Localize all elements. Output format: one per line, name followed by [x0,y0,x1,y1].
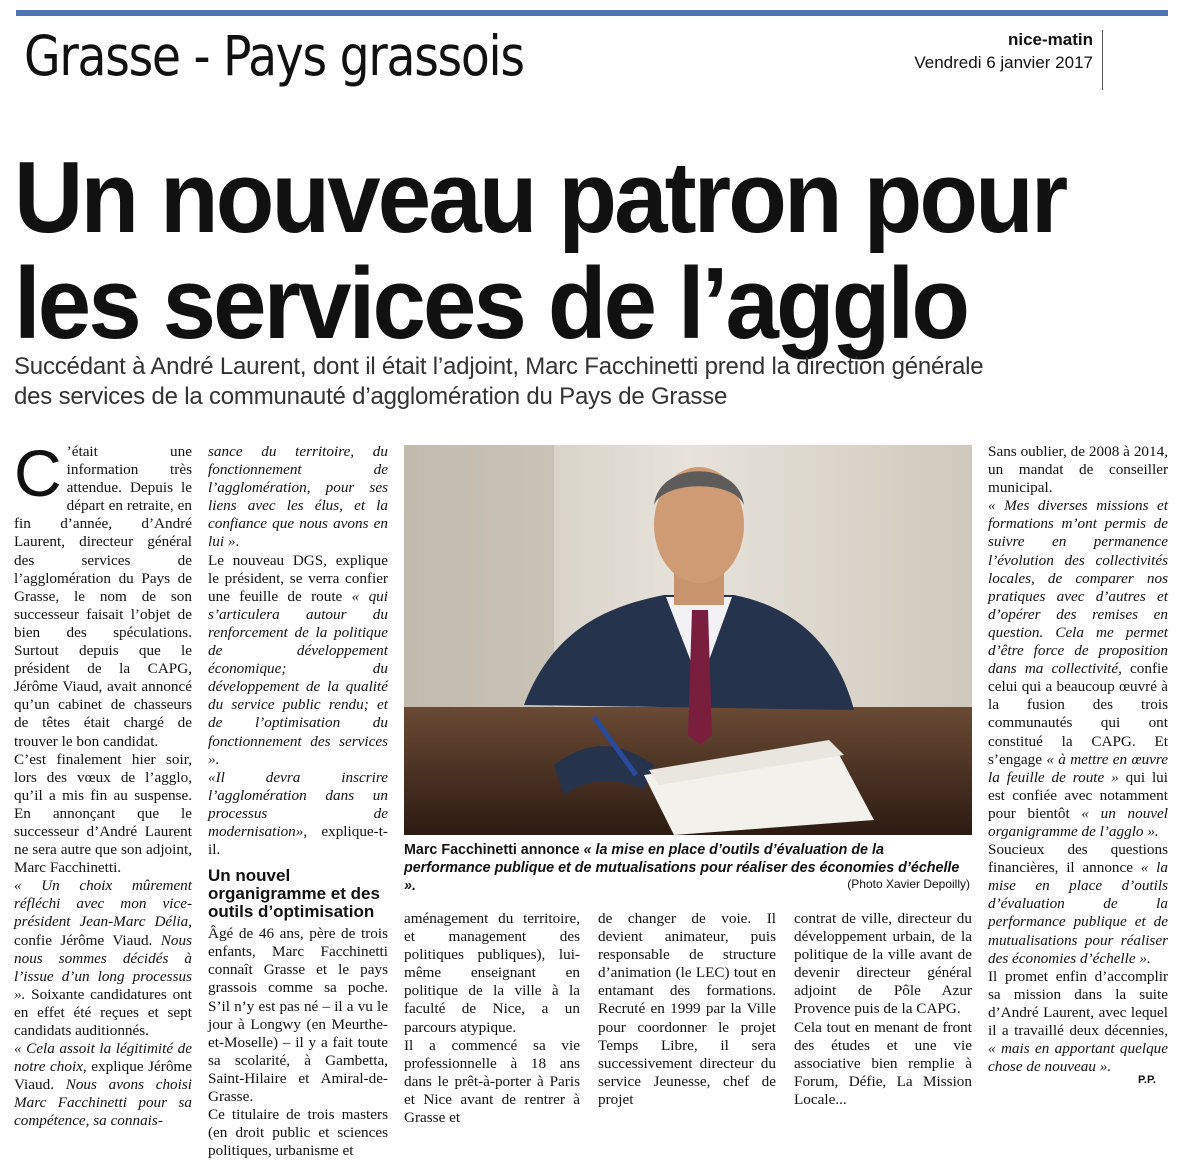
headline [14,142,1066,360]
standfirst-line-2: des services de la communauté d’agglomération du Pays de Grasse [14,383,728,410]
quote: « Mes diverses missions et formations m’ont permis de suivre en permanence l’évolution des collectivités locales, de comparer nos pratiques avec d’autres et d’opérer des remises en question. Cela me permet d’être force de proposition dans ma collectivité, [988,497,1168,678]
quote: « mais en apportant quelque chose de nouveau ». [988,1040,1168,1076]
paragraph: Âgé de 46 ans, père de trois enfants, Marc Facchinetti connaît Grasse et le pays grassois comme sa poche. S’il n’y est pas né – il a vu le jour à Longwy (en Meurthe-et-Moselle) – il y a fait toute sa scolarité, à Gambetta, Saint-Hilaire et Amiral-de-Grasse. [208,925,388,1105]
masthead [914,30,1093,74]
headline-line-1: Un nouveau patron pour [14,142,1066,254]
quote: « Un choix mûrement réfléchi avec mon vice-président Jean-Marc Délia, [14,877,192,931]
paragraph [208,769,388,859]
quote: Nous avons choisi Marc Facchinetti pour sa compétence, sa connais- [14,1076,192,1130]
paragraph [14,436,192,751]
caption-lead: Marc Facchinetti annonce [404,842,584,858]
masthead-rule [1102,30,1103,90]
text: ’était une information très attendue. Depuis le départ en retraite, en fin d’année, d’André Laurent, directeur général des services de l’agglomération du Pays de Grasse, le nom de son successeur faisait l’objet de bien des spéculations. Surtout depuis que le président de la CAPG, Jérôme Viaud, avait annoncé qu’un cabinet de chasseurs de têtes était chargé de trouver le bon candidat. [14,443,192,750]
quote: «Il devra inscrire l’agglomération dans un processus de modernisation» [208,768,388,840]
article-column-1 [14,436,192,1131]
article-column-5 [794,910,972,1109]
caption-quote: « la mise en place d’outils d’évaluation de la performance publique et de mutualisations pour réaliser des économies d’échelle ». [404,842,960,894]
text: confie Jérôme Viaud. [14,931,161,949]
quote: « un nouvel organigramme de l’agglo ». [988,804,1168,840]
paragraph [988,497,1168,841]
paragraph [14,1040,192,1130]
quote: sance du territoire, du fonctionnement de l’agglomération, pour ses liens avec les élus, et la confiance que nous avons en lui » [208,443,388,551]
paragraph [988,841,1168,968]
text: , explique-t-il. [208,822,388,859]
text: Le nouveau DGS, explique le président, se verra confier une feuille de route [208,551,388,605]
paragraph: contrat de ville, directeur du développement urbain, de la politique de la ville avant de devenir directeur général adjoint de Pôle Azur Provence puis de la CAPG. [794,910,972,1018]
standfirst-line-1: Succédant à André Laurent, dont il était l’adjoint, Marc Facchinetti prend la direction générale [14,353,984,380]
paragraph [14,877,192,1040]
paragraph: C’est finalement hier soir, lors des vœux de l’agglo, qu’il a mis fin au suspense. En annonçant que le successeur d’André Laurent ne sera autre que son adjoint, Marc Facchinetti. [14,750,192,877]
article-column-2 [208,443,388,1160]
drop-cap: C [14,436,62,510]
paragraph: Sans oublier, de 2008 à 2014, un mandat de conseiller municipal. [988,443,1168,497]
photo-illustration [404,445,972,835]
paragraph: Il a commencé sa vie professionnelle à 18 ans dans le prêt-à-porter à Paris et Nice avant de rentrer à Grasse et [404,1036,580,1127]
standfirst [14,352,1179,412]
text: . [235,533,240,551]
text: qui lui est confiée avec notamment pour bientôt [988,768,1168,822]
paragraph: Ce titulaire de trois masters (en droit public et sciences politiques, urbanisme et [208,1106,388,1160]
text: Soucieux des questions financières, il annonce [988,841,1168,877]
paragraph [208,552,388,769]
text: explique Jérôme Viaud. [14,1058,192,1094]
paragraph [988,968,1168,1077]
paper-name: nice-matin [1007,30,1093,49]
article-column-6 [988,443,1168,1076]
article-column-3 [404,910,580,1127]
text: Soixante candidatures ont en effet été reçues et sept candidats auditionnés. [14,985,192,1039]
subheading: Un nouvel organigramme et des outils d’optimisation [208,866,380,922]
article-column-4 [598,910,776,1109]
top-rule [16,10,1168,16]
paragraph: aménagement du territoire, et management des politiques publiques), lui-même enseignant en politique de la ville à la faculté de Nice, a un parcours atypique. [404,910,580,1036]
quote: « Cela assoit la légitimité de notre choix, [14,1040,192,1076]
paragraph: de changer de voie. Il devient animateur, puis responsable de structure d’animation (le LEC) tout en entamant des formations. Recruté en 1999 par la Ville pour coordonner le projet Temps Libre, il sera successivement directeur du service Jeunesse, chef de projet [598,910,776,1108]
quote: « qui s’articulera autour du renforcement de la politique de développement économique; du développement de la qualité du service public rendu; et de l’optimisation du fonctionnement des services ». [208,587,388,768]
headline-line-2: les services de l’agglo [14,248,968,360]
quote: Nous nous sommes décidés à l’issue d’un long processus ». [14,931,192,1003]
text: Il promet enfin d’accomplir sa mission dans la suite d’André Laurent, avec lequel il a travaillé deux décennies, [988,967,1168,1039]
paragraph: Cela tout en menant de front des études et une vie associative bien remplie à Forum, Défie, La Mission Locale... [794,1018,972,1108]
issue-date: Vendredi 6 janvier 2017 [914,53,1093,72]
section-title: Grasse - Pays grassois [24,24,524,88]
portrait-photo [404,445,972,835]
text: confie celui qui a beaucoup œuvré à la fusion des trois communautés qui ont constitué la CAPG. Et s’engage [988,660,1168,768]
quote: « la mise en place d’outils d’évaluation de la performance publique et de mutualisations pour réaliser des économies d’échelle ». [988,859,1168,967]
quote: « à mettre en œuvre la feuille de route » [988,750,1168,786]
author-signature: P.P. [1138,1074,1156,1086]
photo-credit: (Photo Xavier Depoilly) [847,877,970,891]
paragraph [208,443,388,552]
